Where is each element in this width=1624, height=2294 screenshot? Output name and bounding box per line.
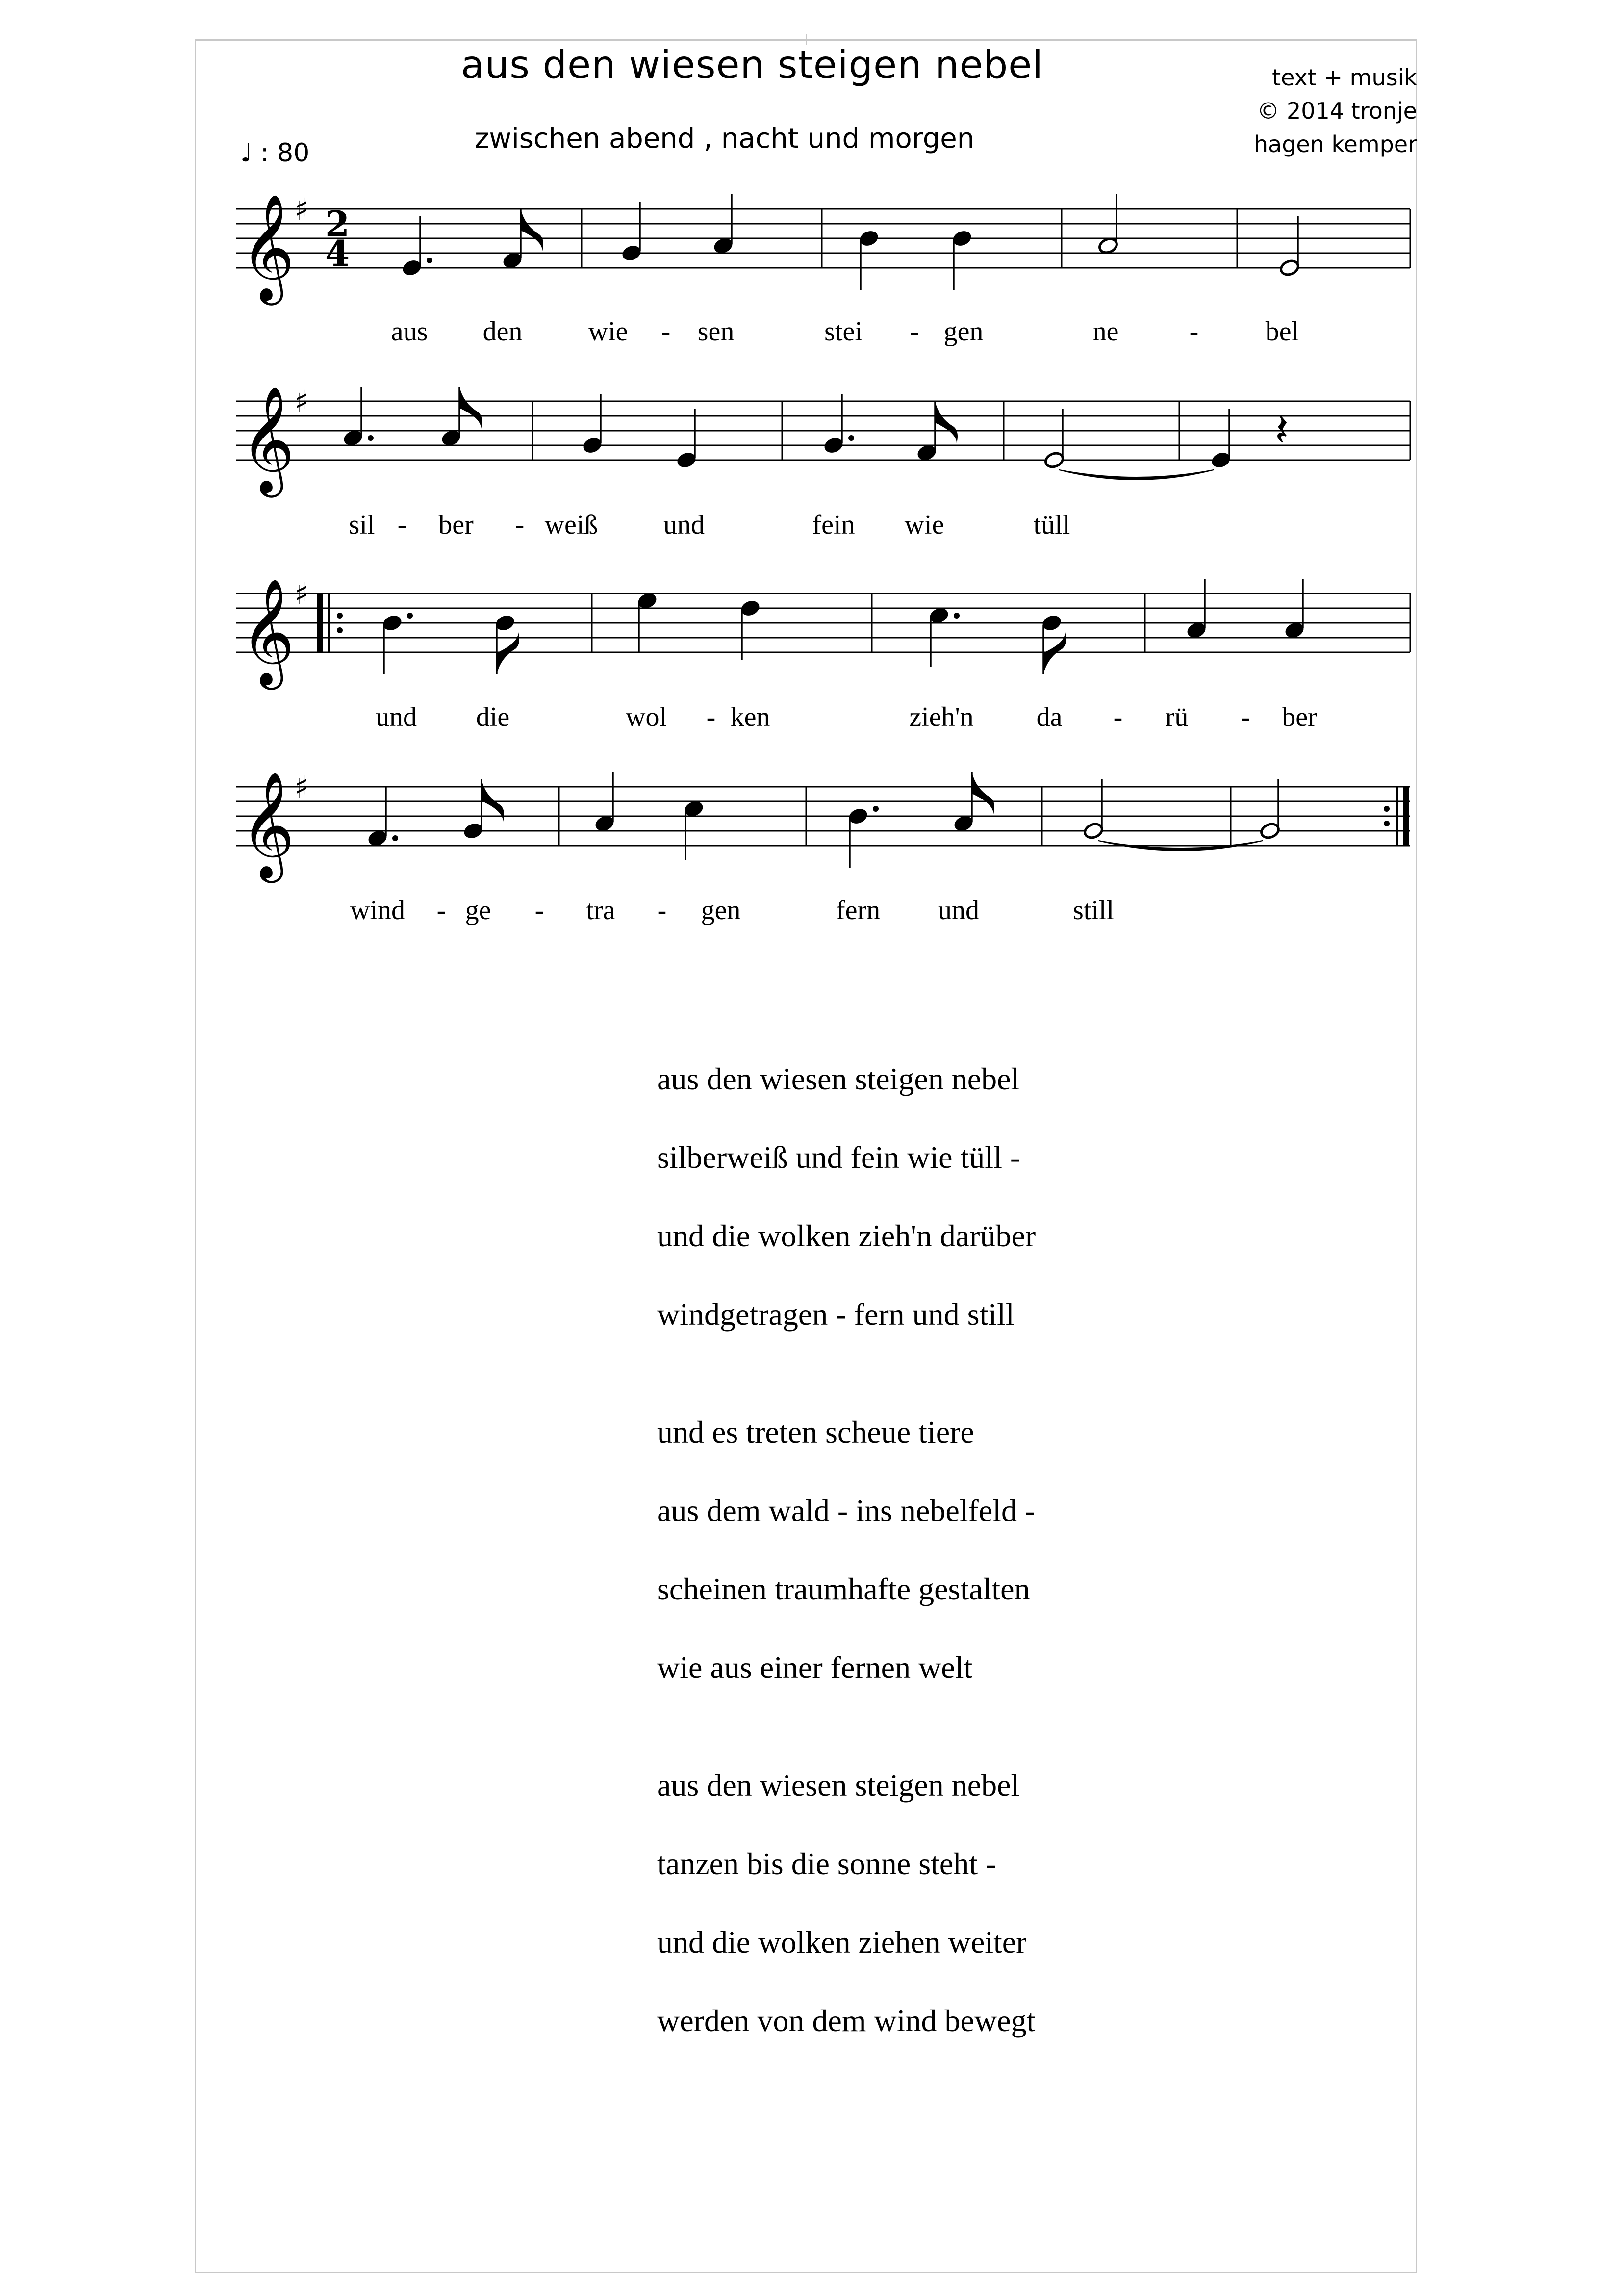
note-head xyxy=(712,236,734,255)
hyphen: - xyxy=(436,895,446,926)
half-note xyxy=(1097,236,1118,255)
note-head xyxy=(739,599,761,618)
lyric-syllable: rü xyxy=(1165,702,1189,732)
hyphen: - xyxy=(515,510,525,540)
credits-line: hagen kemper xyxy=(1253,131,1417,157)
note-head xyxy=(916,443,937,462)
dot xyxy=(873,806,879,812)
lyric-syllable: ne xyxy=(1092,316,1119,347)
half-note xyxy=(1043,451,1065,469)
stanza xyxy=(657,1761,1036,2075)
lyric-line: silberweiß und fein wie tüll - xyxy=(657,1140,1021,1175)
hyphen: - xyxy=(397,510,407,540)
eighth-flag xyxy=(482,779,504,822)
lyric-syllable: weiß xyxy=(544,510,598,540)
note-head xyxy=(621,244,642,262)
lyric-syllable: den xyxy=(482,316,523,347)
time-signature-top: 2 xyxy=(325,203,350,245)
note-head xyxy=(582,436,603,455)
hyphen: - xyxy=(657,895,667,926)
hyphen: - xyxy=(706,702,716,732)
stanza xyxy=(657,1408,1036,1722)
note-head xyxy=(858,229,879,248)
note-head xyxy=(342,429,363,447)
lyric-syllable: wie xyxy=(904,510,944,540)
lyric-syllable: gen xyxy=(701,895,741,926)
treble-clef-icon: 𝄞 xyxy=(240,771,295,878)
note-head xyxy=(462,822,483,840)
repeat-dot xyxy=(337,613,343,619)
song-subtitle: zwischen abend , nacht und morgen xyxy=(475,123,975,155)
lyric-syllable: still xyxy=(1072,895,1115,926)
treble-clef-icon: 𝄞 xyxy=(240,386,295,493)
repeat-dot xyxy=(1384,806,1390,812)
note-head xyxy=(636,592,658,610)
eighth-flag xyxy=(497,632,519,674)
repeat-dot xyxy=(337,627,343,633)
hyphen: - xyxy=(1241,702,1250,732)
sharp-icon: ♯ xyxy=(294,769,309,805)
sharp-icon: ♯ xyxy=(294,384,309,419)
note-head xyxy=(494,614,515,632)
dot xyxy=(407,613,413,619)
note-head xyxy=(928,606,949,625)
treble-clef-icon: 𝄞 xyxy=(240,193,295,301)
quarter-rest-icon: 𝄽 xyxy=(1275,404,1289,456)
note-head xyxy=(440,429,461,447)
lyric-syllable: und xyxy=(663,510,705,540)
lyric-syllable: die xyxy=(476,702,510,732)
half-note xyxy=(1279,258,1300,277)
lyric-line: aus den wiesen steigen nebel xyxy=(657,1061,1020,1096)
lyric-line: wie aus einer fernen welt xyxy=(657,1650,973,1685)
lyric-line: und die wolken ziehen weiter xyxy=(657,1925,1027,1959)
note-head xyxy=(953,814,974,833)
lyric-line: aus dem wald - ins nebelfeld - xyxy=(657,1493,1036,1528)
note-head xyxy=(594,814,615,833)
credits-line: text + musik xyxy=(1272,64,1417,91)
sharp-icon: ♯ xyxy=(294,191,309,227)
dot xyxy=(848,435,854,441)
hyphen: - xyxy=(910,316,919,347)
lyric-line: windgetragen - fern und still xyxy=(657,1297,1015,1332)
note-head xyxy=(847,807,868,825)
dot xyxy=(392,835,398,841)
note-head xyxy=(1210,451,1231,469)
lyric-syllable: zieh'n xyxy=(909,702,974,732)
stanza xyxy=(657,1055,1036,1368)
lyric-line: und die wolken zieh'n darüber xyxy=(657,1218,1036,1253)
treble-clef-icon: 𝄞 xyxy=(240,578,295,685)
song-title: aus den wiesen steigen nebel xyxy=(461,43,1043,87)
eighth-flag xyxy=(972,772,994,814)
note-head xyxy=(401,258,422,277)
lyric-syllable: und xyxy=(376,702,417,732)
lyric-syllable: stei xyxy=(824,316,863,347)
tie xyxy=(1059,470,1214,480)
note-head xyxy=(381,614,403,632)
lyric-syllable: bel xyxy=(1265,316,1299,347)
hyphen: - xyxy=(1189,316,1199,347)
eighth-flag xyxy=(459,387,482,429)
half-note xyxy=(1259,822,1280,840)
lyric-line: tanzen bis die sonne steht - xyxy=(657,1846,996,1881)
eighth-flag xyxy=(935,401,958,443)
eighth-flag xyxy=(521,209,543,251)
note-head xyxy=(951,229,972,248)
note-head xyxy=(367,829,388,848)
sharp-icon: ♯ xyxy=(294,576,309,612)
note-head xyxy=(683,799,704,818)
dot xyxy=(368,435,374,441)
lyric-line: aus den wiesen steigen nebel xyxy=(657,1768,1020,1803)
lyric-line: und es treten scheue tiere xyxy=(657,1415,974,1449)
lyric-syllable: ber xyxy=(1282,702,1317,732)
lyric-syllable: wie xyxy=(588,316,628,347)
lyric-syllable: gen xyxy=(943,316,984,347)
stanza-gap xyxy=(657,1368,1036,1408)
hyphen: - xyxy=(661,316,671,347)
lyric-syllable: wind xyxy=(350,895,405,926)
dot xyxy=(427,258,432,263)
half-note xyxy=(1083,822,1104,840)
lyric-syllable: da xyxy=(1036,702,1063,732)
eighth-flag xyxy=(1043,632,1066,674)
lyric-line: werden von dem wind bewegt xyxy=(657,2003,1036,2038)
hyphen: - xyxy=(1113,702,1123,732)
lyric-syllable: sil xyxy=(349,510,375,540)
credits-line: © 2014 tronje xyxy=(1257,98,1417,124)
lyric-syllable: aus xyxy=(391,316,428,347)
dot xyxy=(954,613,960,619)
repeat-dot xyxy=(1384,821,1390,826)
stanza-gap xyxy=(657,1722,1036,1761)
note-head xyxy=(676,451,697,469)
hyphen: - xyxy=(534,895,544,926)
lyric-syllable: und xyxy=(938,895,979,926)
lyric-syllable: tüll xyxy=(1033,510,1070,540)
note-head xyxy=(823,436,844,455)
lyric-syllable: ge xyxy=(465,895,491,926)
lyric-syllable: fein xyxy=(812,510,855,540)
note-head xyxy=(502,251,523,270)
note-head xyxy=(1186,621,1207,640)
lyric-syllable: fern xyxy=(836,895,881,926)
lyric-syllable: tra xyxy=(586,895,615,926)
time-signature-bottom: 4 xyxy=(325,232,350,274)
lyric-syllable: wol xyxy=(626,702,667,732)
lyric-syllable: ken xyxy=(730,702,770,732)
music-score xyxy=(0,0,1624,981)
lyric-line: scheinen traumhafte gestalten xyxy=(657,1572,1030,1606)
note-head xyxy=(1041,614,1062,632)
tempo-marking: ♩ : 80 xyxy=(240,138,310,168)
lyric-syllable: ber xyxy=(438,510,474,540)
note-head xyxy=(1284,621,1305,640)
lyrics-text xyxy=(657,1055,1036,2075)
lyric-syllable: sen xyxy=(697,316,735,347)
